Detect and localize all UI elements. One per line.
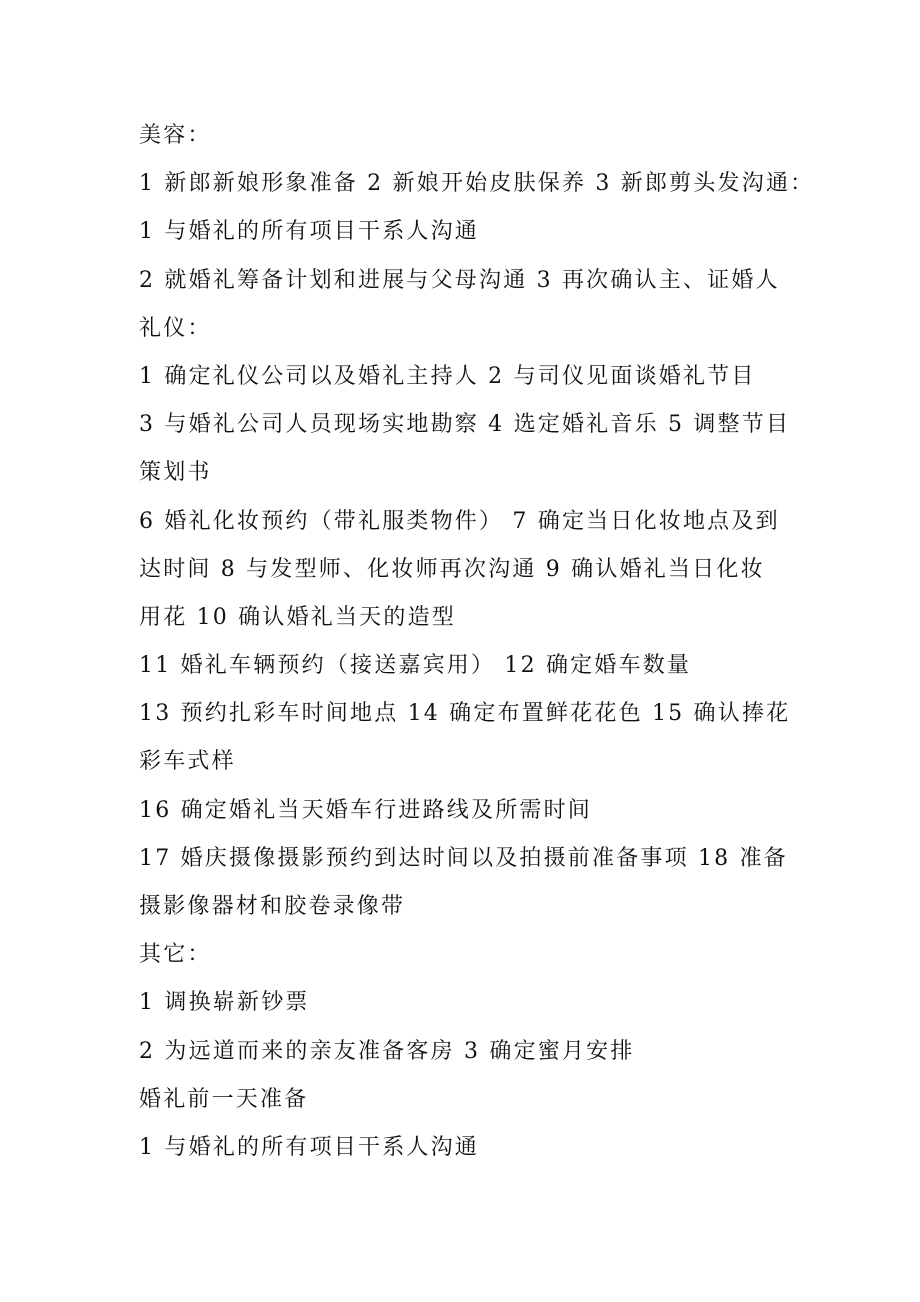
text-line: 13 预约扎彩车时间地点 14 确定布置鲜花花色 15 确认捧花 xyxy=(139,701,791,727)
text-line: 3 与婚礼公司人员现场实地勘察 4 选定婚礼音乐 5 调整节目 xyxy=(139,412,791,438)
section-heading-other: 其它： xyxy=(139,942,212,968)
text-line: 1 调换崭新钞票 xyxy=(139,990,310,1016)
section-heading-etiquette: 礼仪： xyxy=(139,315,212,341)
text-line: 2 为远道而来的亲友准备客房 3 确定蜜月安排 xyxy=(139,1038,635,1064)
section-heading-day-before: 婚礼前一天准备 xyxy=(139,1086,309,1112)
text-line: 16 确定婚礼当天婚车行进路线及所需时间 xyxy=(139,797,592,823)
text-line: 6 婚礼化妆预约（带礼服类物件） 7 确定当日化妆地点及到 xyxy=(139,508,780,534)
text-line: 1 与婚礼的所有项目干系人沟通 xyxy=(139,219,479,245)
text-line: 1 与婚礼的所有项目干系人沟通 xyxy=(139,1134,479,1160)
text-line: 彩车式样 xyxy=(139,749,236,775)
text-line: 17 婚庆摄像摄影预约到达时间以及拍摄前准备事项 18 准备 xyxy=(139,845,788,871)
text-line: 11 婚礼车辆预约（接送嘉宾用） 12 确定婚车数量 xyxy=(139,653,692,679)
text-line: 1 确定礼仪公司以及婚礼主持人 2 与司仪见面谈婚礼节目 xyxy=(139,363,756,389)
text-line: 2 就婚礼筹备计划和进展与父母沟通 3 再次确认主、证婚人 xyxy=(139,267,780,293)
text-line: 策划书 xyxy=(139,460,212,486)
text-line: 用花 10 确认婚礼当天的造型 xyxy=(139,604,456,630)
text-line: 达时间 8 与发型师、化妆师再次沟通 9 确认婚礼当日化妆 xyxy=(139,556,765,582)
section-heading-beauty: 美容： xyxy=(139,123,212,148)
text-line: 1 新郎新娘形象准备 2 新娘开始皮肤保养 3 新郎剪头发沟通： xyxy=(139,171,815,197)
document-body xyxy=(139,112,819,1172)
text-line: 摄影像器材和胶卷录像带 xyxy=(139,894,406,919)
